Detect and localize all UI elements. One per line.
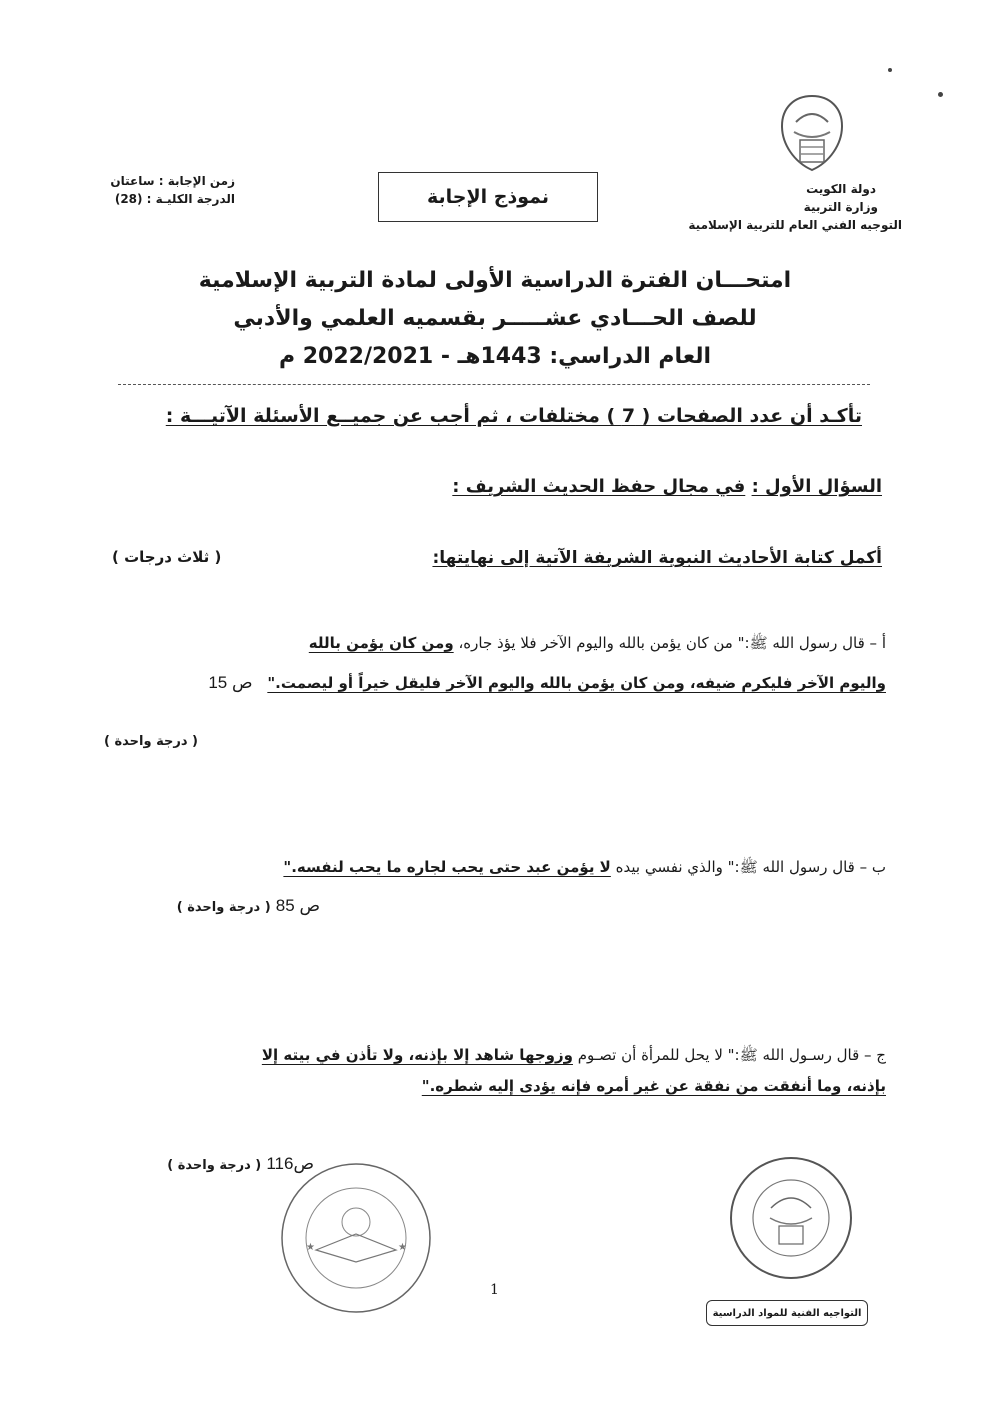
hadith-a-prefix: أ – قال رسول الله ﷺ:" من كان يؤمن بالله واليوم الآخر فلا يؤذ جاره، xyxy=(458,634,886,652)
question1-sub-instruction: أكمل كتابة الأحاديث النبوية الشريفة الآتية إلى نهايتها: xyxy=(432,548,882,568)
exam-total-marks: الدرجة الكليـة : (28) xyxy=(114,192,235,206)
stamp-caption: التواجيه الفنية للمواد الدراسية xyxy=(706,1300,868,1326)
ministry-line-country: دولة الكويت xyxy=(806,182,876,196)
exam-title-line3: العام الدراسي: 1443هـ - 2022/2021 م xyxy=(278,344,712,369)
divider xyxy=(118,384,870,385)
instruction: تأكـد أن عدد الصفحات ( 7 ) مختلفات ، ثم أجب عن جميــع الأسئلة الآتيـــة : xyxy=(165,405,862,427)
exam-time: زمن الإجابة : ساعتان xyxy=(110,174,235,188)
hadith-a-answer-2: واليوم الآخر فليكرم ضيفه، ومن كان يؤمن بالله واليوم الآخر فليقل خيراً أو ليصمت." xyxy=(267,674,886,692)
ministry-line-department: التوجيه الفني العام للتربية الإسلامية xyxy=(688,218,902,232)
hadith-c-answer-1: وزوجها شاهد إلا بإذنه، ولا تأذن في بيته إلا xyxy=(261,1046,573,1064)
question1-sub-marks: ( ثلاث درجات ) xyxy=(112,548,222,566)
hadith-b-answer-1: لا يؤمن عبد حتى يحب لجاره ما يحب لنفسه." xyxy=(283,858,611,876)
question1-topic: في مجال حفظ الحديث الشريف : xyxy=(452,476,746,497)
hadith-a-answer-1: ومن كان يؤمن بالله xyxy=(308,634,454,652)
hadith-a-marks: ( درجة واحدة ) xyxy=(104,734,198,749)
scan-dot xyxy=(938,92,943,97)
svg-text:★: ★ xyxy=(306,1242,315,1253)
hadith-item-b xyxy=(96,852,886,883)
hadith-c-line2 xyxy=(96,1071,886,1102)
hadith-c-page-ref: ص116 xyxy=(266,1154,314,1173)
control-office-stamp-icon xyxy=(726,1152,856,1298)
hadith-a-line1 xyxy=(96,628,886,659)
hadith-c-marks: ( درجة واحدة ) xyxy=(167,1158,262,1173)
hadith-item-c xyxy=(96,1040,886,1102)
exam-info xyxy=(55,172,235,208)
hadith-b-marks: ( درجة واحدة ) xyxy=(176,900,271,915)
exam-title-line1: امتحـــان الفترة الدراسية الأولى لمادة التربية الإسلامية xyxy=(198,268,792,293)
question1-label: السؤال الأول : xyxy=(751,476,882,497)
hadith-c-answer-2: بإذنه، وما أنفقت من نفقة عن غير أمره فإنه يؤدى إليه شطره." xyxy=(421,1077,886,1095)
page-number: 1 xyxy=(490,1282,499,1298)
exam-title-line2: للصف الحـــادي عشـــــر بقسميه العلمي والأدبي xyxy=(233,306,757,331)
ministry-block xyxy=(672,180,902,234)
scan-dot xyxy=(888,68,892,72)
hadith-a-page-ref: ص 15 xyxy=(208,673,253,692)
kuwait-emblem-icon xyxy=(776,92,848,174)
answer-model-title: نموذج الإجابة xyxy=(378,172,598,222)
hadith-c-line1 xyxy=(96,1040,886,1071)
svg-text:★: ★ xyxy=(398,1242,407,1253)
hadith-c-prefix: ج – قال رسـول الله ﷺ:" لا يحل للمرأة أن تصـوم xyxy=(577,1046,886,1064)
grading-committee-stamp-icon xyxy=(276,1158,436,1318)
hadith-b-prefix: ب – قال رسول الله ﷺ:" والذي نفسي بيده xyxy=(615,858,886,876)
hadith-item-a xyxy=(96,628,886,699)
hadith-b-page-ref: ص 85 xyxy=(275,896,320,915)
ministry-line-ministry: وزارة التربية xyxy=(803,200,878,214)
hadith-a-line2 xyxy=(96,667,886,699)
hadith-b-ref-row xyxy=(100,896,320,916)
question1-heading xyxy=(122,476,882,497)
